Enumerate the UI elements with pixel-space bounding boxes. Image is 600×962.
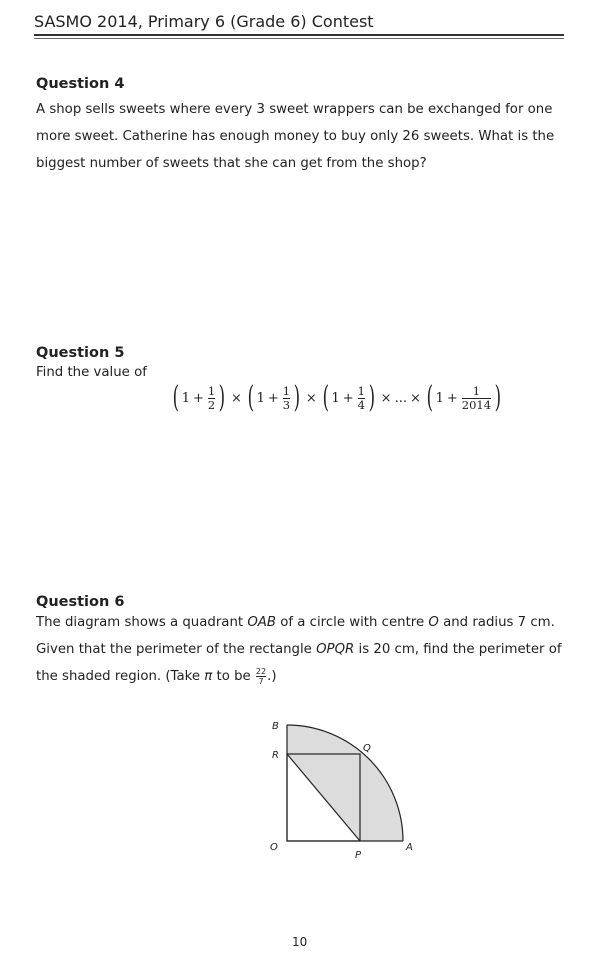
question-6-title: Question 6 [36,594,125,610]
fraction-half: $\frac{1}{2}$ [207,383,216,412]
page-header: SASMO 2014, Primary 6 (Grade 6) Contest [34,12,374,31]
fraction-third: $\frac{1}{3}$ [282,383,291,412]
q4-line-2: more sweet. Catherine has enough money to buy only 26 sweets. What is the [36,129,555,144]
question-4-title: Question 4 [36,76,125,92]
fraction-22-7: $\frac{22}{7}$ [255,666,267,686]
q6-line-2: Given that the perimeter of the rectangle OPQR is 20 cm, find the perimeter of [36,642,562,657]
q6-line-1: The diagram shows a quadrant OAB of a circle with centre O and radius 7 cm. [36,615,555,630]
quadrant-diagram [255,720,435,870]
label-O: O [270,842,278,853]
question-5-title: Question 5 [36,345,125,361]
fraction-2014: $\frac{1}{2014}$ [461,383,492,412]
label-Q: Q [363,743,371,754]
header-rule-thin [34,38,564,39]
label-A: A [406,842,413,853]
header-rule [34,34,564,36]
fraction-quarter: $\frac{1}{4}$ [357,383,365,412]
q6-line-3: the shaded region. (Take π to be $\frac{22}{7}$ .) [36,666,277,686]
product-expression: ( 1 + $\frac{1}{2}$ ) × ( 1 + $\frac{1}{3}$ ) × ( 1 + $\frac{1}{4}$ ) × ... × ( 1 + $\frac{1}{2014}$ ) [172,380,502,415]
page-number: 10 [292,935,308,949]
question-5-intro: Find the value of [36,365,147,380]
label-R: R [272,750,279,761]
question-6-text [36,609,562,690]
q4-line-3: biggest number of sweets that she can get from the shop? [36,156,427,171]
label-P: P [355,850,362,861]
label-B: B [272,721,279,732]
question-4-text [36,96,554,177]
q4-line-1: A shop sells sweets where every 3 sweet wrappers can be exchanged for one [36,102,553,117]
